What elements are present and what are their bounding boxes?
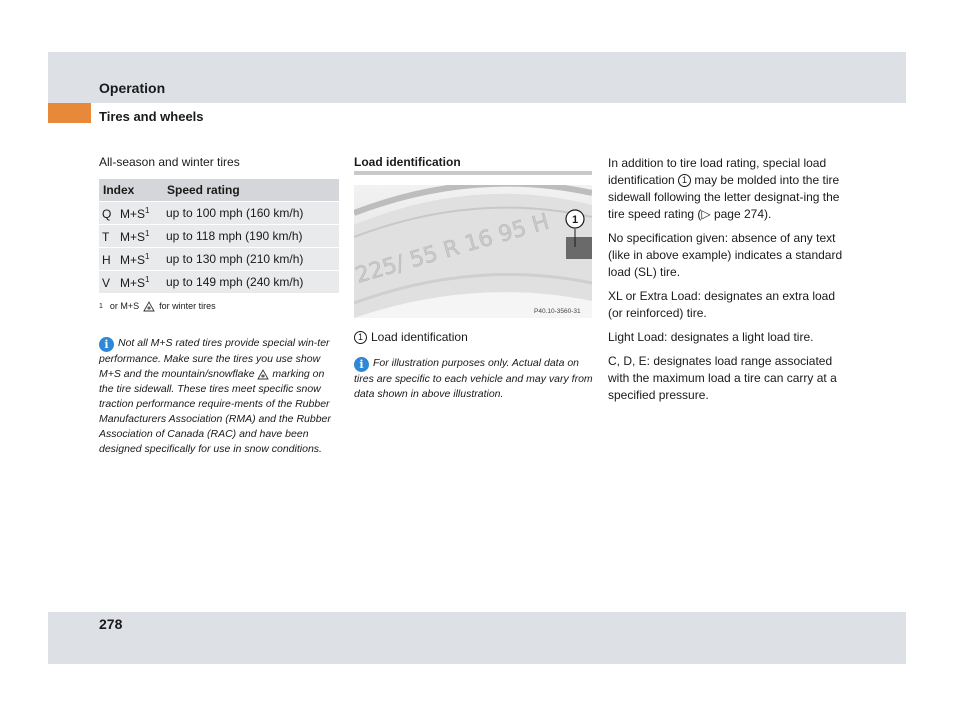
caption-number: 1 bbox=[354, 331, 367, 344]
index-cell: H $M+S^1$ bbox=[99, 248, 163, 271]
table-footnote: 1 or M+S for winter tires bbox=[99, 301, 216, 311]
paragraph-light-load: Light Load: designates a light load tire. bbox=[608, 330, 814, 344]
index-cell: V $M+S^1$ bbox=[99, 271, 163, 294]
caption-text: Load identification bbox=[371, 330, 468, 344]
mountain-snowflake-icon bbox=[257, 368, 269, 380]
column-right bbox=[608, 155, 850, 411]
page-reference-arrow-icon: ▷ bbox=[701, 207, 711, 221]
page-number: 278 bbox=[99, 616, 123, 632]
image-code: P40.10-3560-31 bbox=[534, 308, 581, 315]
table-intro: All-season and winter tires bbox=[99, 155, 240, 169]
page-reference-link[interactable]: page 274). bbox=[710, 207, 772, 221]
header-index: Index bbox=[99, 179, 163, 202]
table-row bbox=[99, 248, 339, 271]
rating-cell: up to 118 mph (190 km/h) bbox=[163, 225, 339, 248]
index-cell: Q $M+S^1$ bbox=[99, 202, 163, 225]
header-speed-rating: Speed rating bbox=[163, 179, 339, 202]
speed-rating-table bbox=[99, 179, 339, 294]
section-title: Operation bbox=[99, 80, 166, 96]
info-icon: i bbox=[99, 337, 114, 352]
column-left bbox=[99, 155, 339, 457]
subsection-title: Tires and wheels bbox=[99, 109, 204, 124]
rating-cell: up to 100 mph (160 km/h) bbox=[163, 202, 339, 225]
sidewall-size-text: 225/ 55 R 16 95 H bbox=[354, 209, 553, 289]
tire-sidewall-image bbox=[354, 185, 592, 318]
section-accent-tab bbox=[48, 103, 91, 123]
image-caption bbox=[354, 330, 594, 344]
paragraph-load-range: C, D, E: designates load range associated with the maximum load a tire can carry at a specified pressure. bbox=[608, 354, 837, 402]
footer-band bbox=[48, 612, 906, 664]
index-cell: T $M+S^1$ bbox=[99, 225, 163, 248]
header-band bbox=[48, 52, 906, 103]
callout-1-label: 1 bbox=[571, 214, 579, 226]
table-row bbox=[99, 271, 339, 294]
paragraph-extra-load: XL or Extra Load: designates an extra load (or reinforced) tire. bbox=[608, 289, 836, 320]
rating-cell: up to 149 mph (240 km/h) bbox=[163, 271, 339, 294]
info-icon: i bbox=[354, 357, 369, 372]
table-row bbox=[99, 202, 339, 225]
inline-callout-number: 1 bbox=[678, 174, 691, 187]
rating-cell: up to 130 mph (210 km/h) bbox=[163, 248, 339, 271]
winter-tire-note: i Not all M+S rated tires provide special win-ter performance. Make sure the tires you use show M+S and the mountain/snowflake marking on the tire sidewall. These tires meet specific snow traction performance require-ments of the Rubber Manufacturers Association (RMA) and the Rubber Association of Canada (RAC) and have been designed specifically for use in snow conditions. bbox=[99, 337, 331, 455]
table-row bbox=[99, 225, 339, 248]
column-middle bbox=[354, 155, 594, 402]
mountain-snowflake-icon bbox=[143, 300, 155, 312]
load-identification-heading: Load identification bbox=[354, 155, 592, 175]
table-header-row bbox=[99, 179, 339, 202]
paragraph-load-id: In addition to tire load rating, special load identification 1 may be molded into the tire sidewall following the letter designat-ing the tire speed rating (▷ page 274). bbox=[608, 156, 840, 221]
paragraph-standard-load: No specification given: absence of any text (like in above example) indicates a standard load (SL) tire. bbox=[608, 231, 843, 279]
illustration-note: i For illustration purposes only. Actual data on tires are specific to each vehicle and may vary from data shown in above illustration. bbox=[354, 357, 593, 400]
